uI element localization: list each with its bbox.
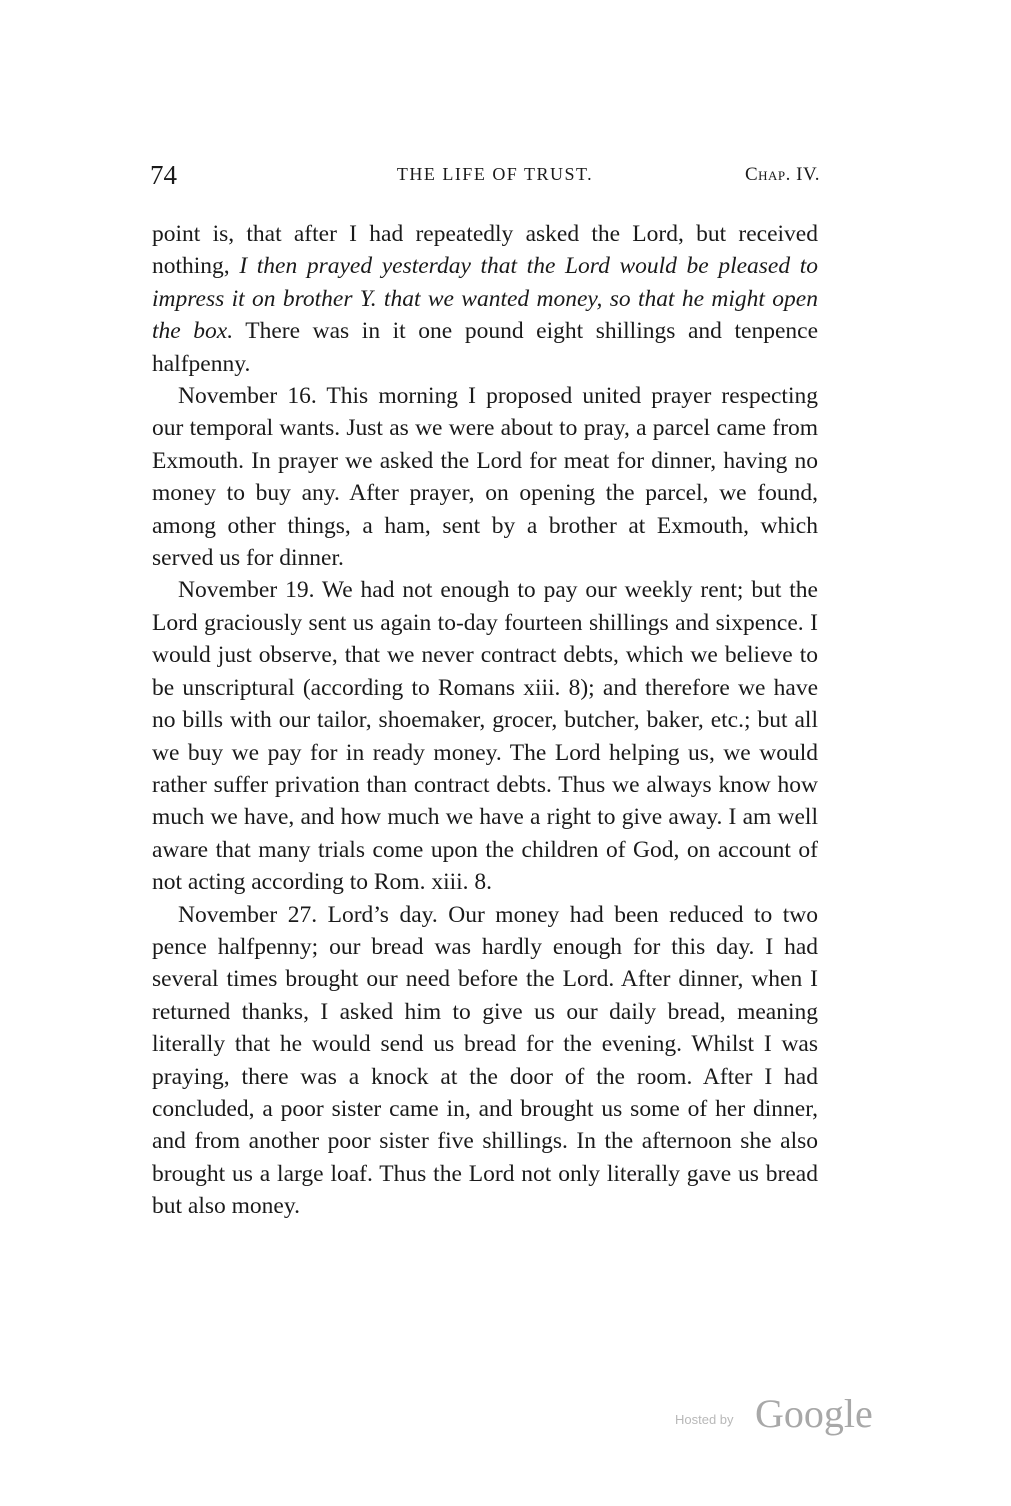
paragraph-november-27: November 27. Lord’s day. Our money had been reduced to two pence halfpenny; our bread was hardly enough for this day. I had several times brought our need before the Lord. After dinner, when I returned thanks, I asked him to give us our daily bread, meaning literally that he would send us bread for the evening. Whilst I was praying, there was a knock at the door of the room. After I had concluded, a poor sister came in, and brought us some of her dinner, and from another poor sister five shillings. In the afternoon she also brought us a large loaf. Thus the Lord not only literally gave us bread but also money. (152, 901, 818, 1220)
italic-passage: I then prayed yesterday that the Lord would be pleased to impress it on brother Y. that we wanted money, so that he might open the box. (152, 253, 818, 345)
body-text (152, 218, 818, 1223)
running-title: THE LIFE OF TRUST. (396, 164, 594, 184)
paragraph-november-16: November 16. This morning I proposed united prayer respecting our temporal wants. Just as we were about to pray, a parcel came from Exmouth. In prayer we asked the Lord for meat for dinner, having no money to buy any. After prayer, on opening the parcel, we found, among other things, a ham, sent by a brother at Exmouth, which served us for dinner. (152, 383, 818, 572)
page-number: 74 (150, 160, 177, 190)
running-head (150, 160, 820, 190)
paragraph-november-19: November 19. We had not enough to pay our weekly rent; but the Lord graciously sent us again to-day fourteen shillings and sixpence. I would just observe, that we never contract debts, which we believe to be unscriptural (according to Romans xiii. 8); and therefore we have no bills with our tailor, shoemaker, grocer, butcher, baker, etc.; but all we buy we pay for in ready money. The Lord helping us, we would rather suffer privation than contract debts. Thus we always know how much we have, and how much we have a right to give away. I am well aware that many trials come upon the children of God, on account of not acting according to Rom. xiii. 8. (152, 577, 818, 896)
paragraph-continued (152, 218, 818, 380)
paragraph-text: point is, that after I had repeatedly asked the Lord, but received nothing, (152, 221, 818, 280)
google-logo: Google (755, 1391, 873, 1436)
chapter-label: Chap. IV. (744, 164, 820, 185)
hosted-by-google-watermark (675, 1390, 885, 1440)
paragraph-text: There was in it one pound eight shillings and tenpence halfpenny. (152, 318, 818, 377)
hosted-by-label: Hosted by (675, 1412, 734, 1427)
